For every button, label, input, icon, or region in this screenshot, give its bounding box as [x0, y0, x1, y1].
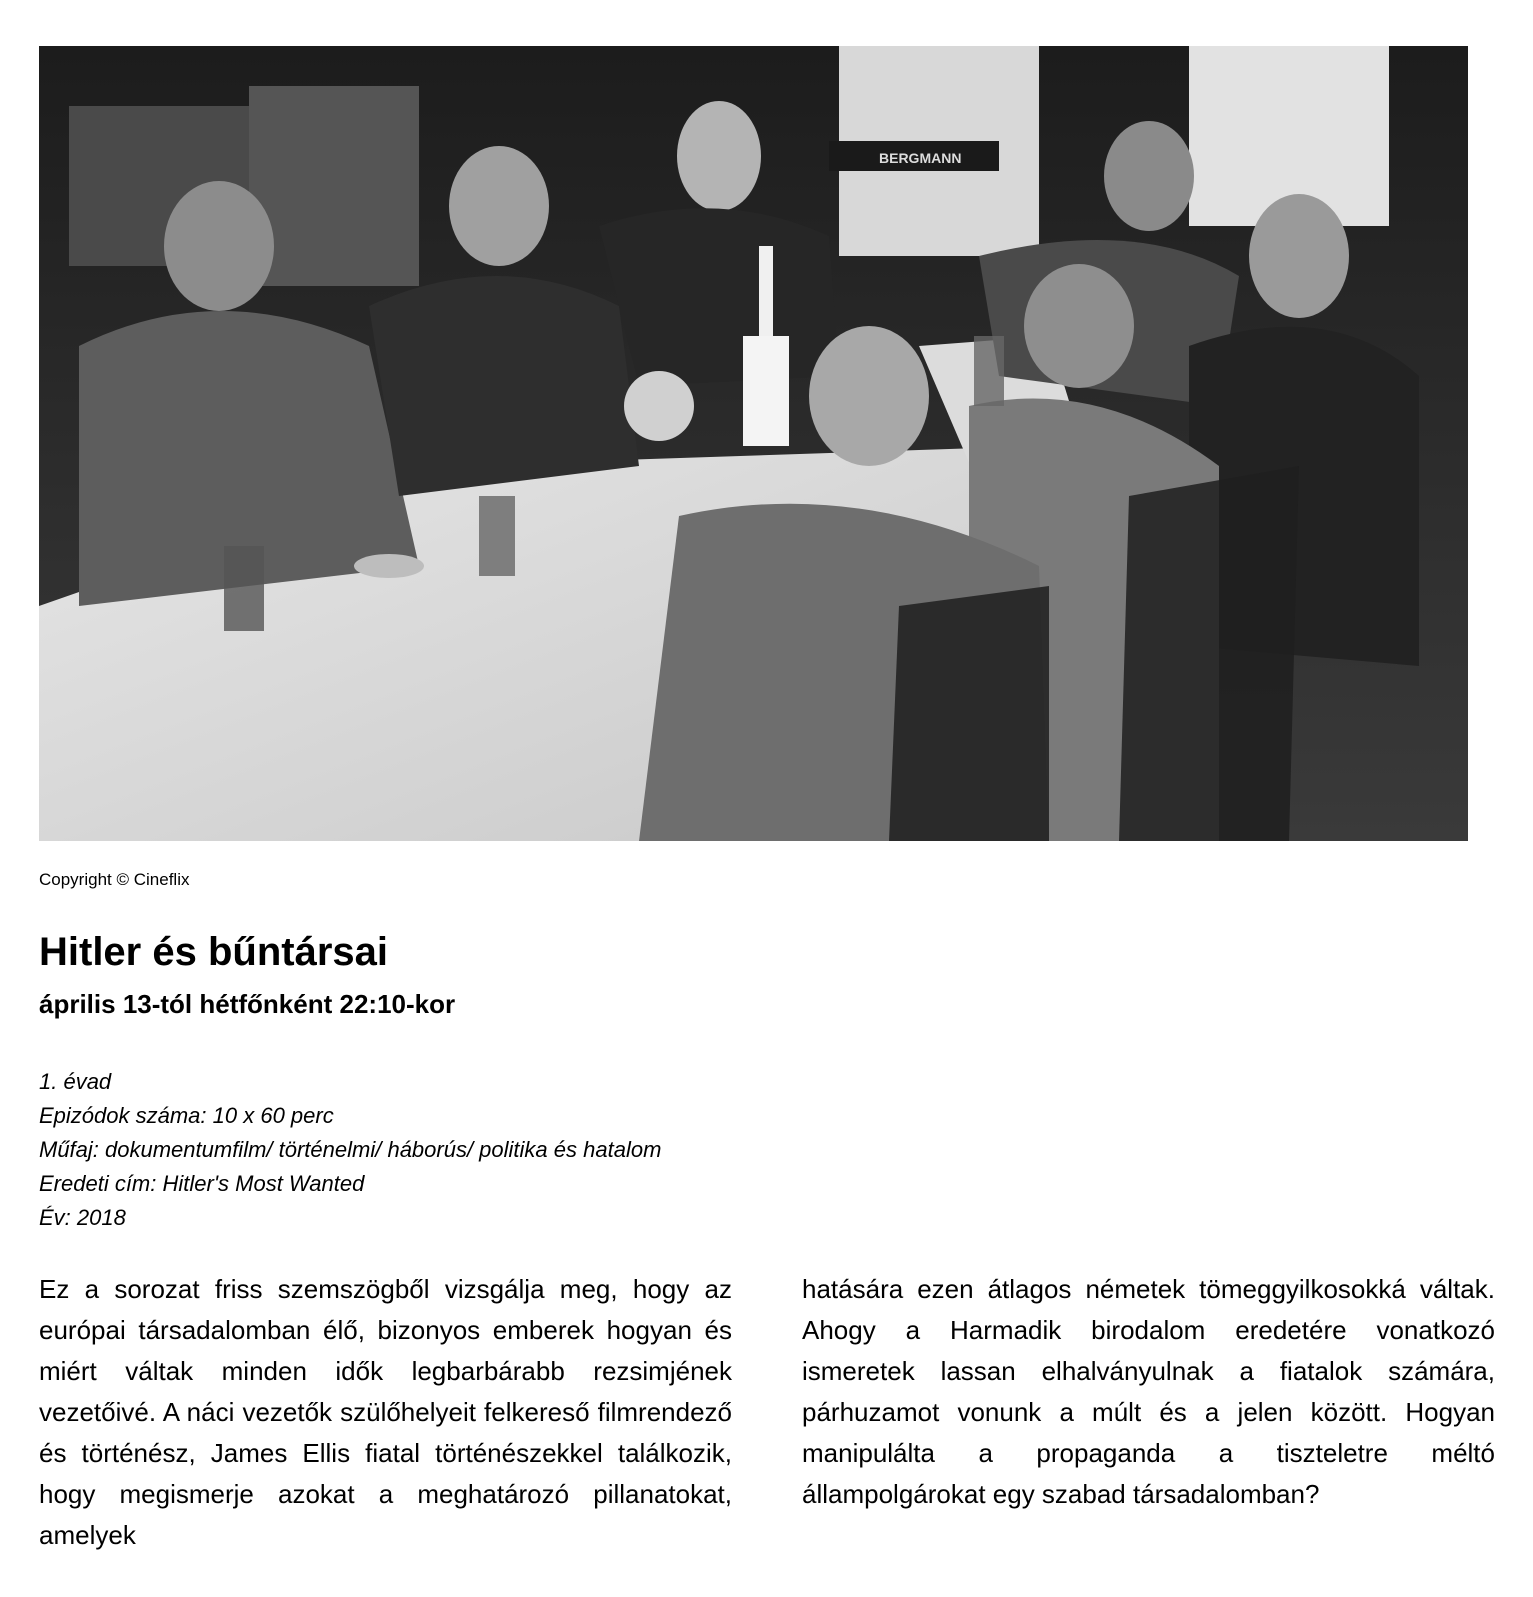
description-column-right: hatására ezen átlagos németek tömeggyilkosokká váltak. Ahogy a Harmadik birodalom eredetére vonatkozó ismeretek lassan elhalványulnak a fiatalok számára, párhuzamot vonunk a múlt és a jelen között. Hogyan manipulálta a propaganda a tiszteletre méltó állampolgárokat egy szabad társadalomban? — [802, 1274, 1495, 1509]
meta-genre: Műfaj: dokumentumfilm/ történelmi/ háborús/ politika és hatalom — [39, 1137, 662, 1162]
show-metadata — [39, 1065, 661, 1235]
meta-episodes: Epizódok száma: 10 x 60 perc — [39, 1103, 334, 1128]
show-title: Hitler és bűntársai — [39, 930, 389, 974]
description-column-left: Ez a sorozat friss szemszögből vizsgálja meg, hogy az európai társadalomban élő, bizonyos emberek hogyan és miért váltak minden idők legbarbárabb rezsimjének vezetőivé. A náci vezetők szülőhelyeit felkereső filmrendező és történész, James Ellis fiatal történészekkel találkozik, hogy megismerje azokat a meghatározó pillanatokat, amelyek — [39, 1274, 732, 1550]
meta-original-title: Eredeti cím: Hitler's Most Wanted — [39, 1171, 365, 1196]
hero-photo — [39, 46, 1468, 841]
photo-illustration — [39, 46, 1468, 841]
sign-text: BERGMANN — [879, 150, 962, 166]
meta-season: 1. évad — [39, 1069, 112, 1094]
photo-credit: Copyright © Cineflix — [39, 870, 190, 889]
broadcast-schedule: április 13-tól hétfőnként 22:10-kor — [39, 989, 456, 1019]
meta-year: Év: 2018 — [39, 1205, 126, 1230]
